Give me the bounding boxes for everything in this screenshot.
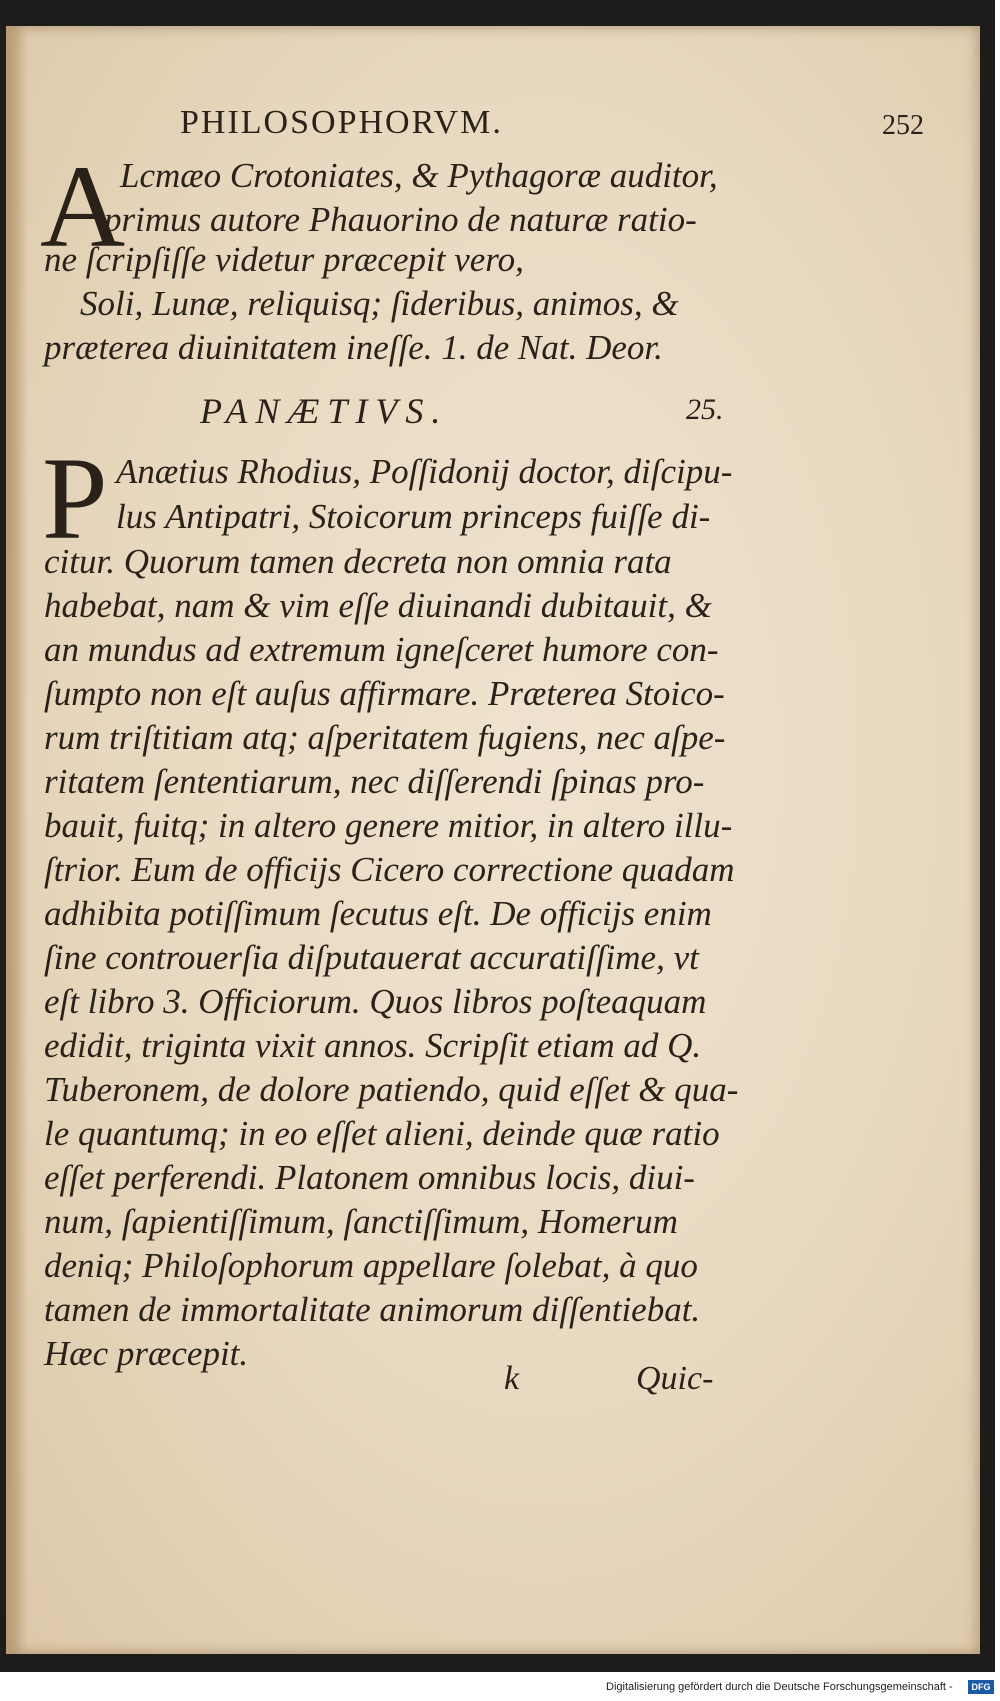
text-line: ſumpto non eſt auſus affirmare. Præterea Stoico- <box>44 674 725 713</box>
text-line: primus autore Phauorino de naturæ ratio- <box>104 200 697 239</box>
text-line: bauit, fuitq; in altero genere mitior, in altero illu- <box>44 806 733 845</box>
text-line: præterea diuinitatem ineſſe. 1. de Nat. Deor. <box>44 328 663 367</box>
text-line: ne ſcripſiſſe videtur præcepit vero, <box>44 240 524 279</box>
drop-capital-a: A <box>40 141 126 272</box>
text-line: tamen de immortalitate animorum diſſentiebat. <box>44 1290 701 1329</box>
text-line: lus Antipatri, Stoicorum princeps fuiſſe di- <box>116 497 711 536</box>
text-line: Anætius Rhodius, Poſſidonij doctor, diſcipu- <box>116 452 733 491</box>
text-line: rum triſtitiam atq; aſperitatem fugiens, nec aſpe- <box>44 718 726 757</box>
page-gutter-shadow <box>6 26 28 1654</box>
text-line: eſt libro 3. Officiorum. Quos libros poſteaquam <box>44 982 707 1021</box>
drop-capital-p: P <box>42 433 108 564</box>
text-line: eſſet perferendi. Platonem omnibus locis, diui- <box>44 1158 695 1197</box>
text-line: an mundus ad extremum igneſceret humore con- <box>44 630 719 669</box>
signature-mark: k <box>504 1360 520 1397</box>
text-line: adhibita potiſſimum ſecutus eſt. De officijs enim <box>44 894 712 933</box>
dfg-logo: DFG <box>968 1680 994 1694</box>
section-number: 25. <box>686 393 724 426</box>
text-line: edidit, triginta vixit annos. Scripſit etiam ad Q. <box>44 1026 702 1065</box>
text-line: ritatem ſententiarum, nec diſſerendi ſpinas pro- <box>44 762 705 801</box>
text-line: Tuberonem, de dolore patiendo, quid eſſet & qua- <box>44 1070 739 1109</box>
text-line: citur. Quorum tamen decreta non omnia rata <box>44 542 672 581</box>
text-line: deniq; Philoſophorum appellare ſolebat, à quo <box>44 1246 698 1285</box>
digitization-credit: Digitalisierung gefördert durch die Deutsche Forschungsgemeinschaft - <box>606 1681 953 1693</box>
text-line: ſtrior. Eum de officijs Cicero correctione quadam <box>44 850 735 889</box>
text-line: Soli, Lunæ, reliquisq; ſideribus, animos, & <box>80 284 679 323</box>
catchword: Quic- <box>636 1360 714 1397</box>
text-line: habebat, nam & vim eſſe diuinandi dubitauit, & <box>44 586 712 625</box>
text-line: ſine controuerſia diſputauerat accuratiſſime, vt <box>44 938 699 977</box>
text-line: Lcmæo Crotoniates, & Pythagoræ auditor, <box>120 156 718 195</box>
running-head: PHILOSOPHORVM. <box>180 104 503 141</box>
text-line: num, ſapientiſſimum, ſanctiſſimum, Homerum <box>44 1202 678 1241</box>
text-line: le quantumq; in eo eſſet alieni, deinde quæ ratio <box>44 1114 720 1153</box>
page-number: 252 <box>882 110 924 141</box>
text-line: Hæc præcepit. <box>44 1334 249 1373</box>
section-heading: PANÆTIVS. <box>200 391 449 431</box>
